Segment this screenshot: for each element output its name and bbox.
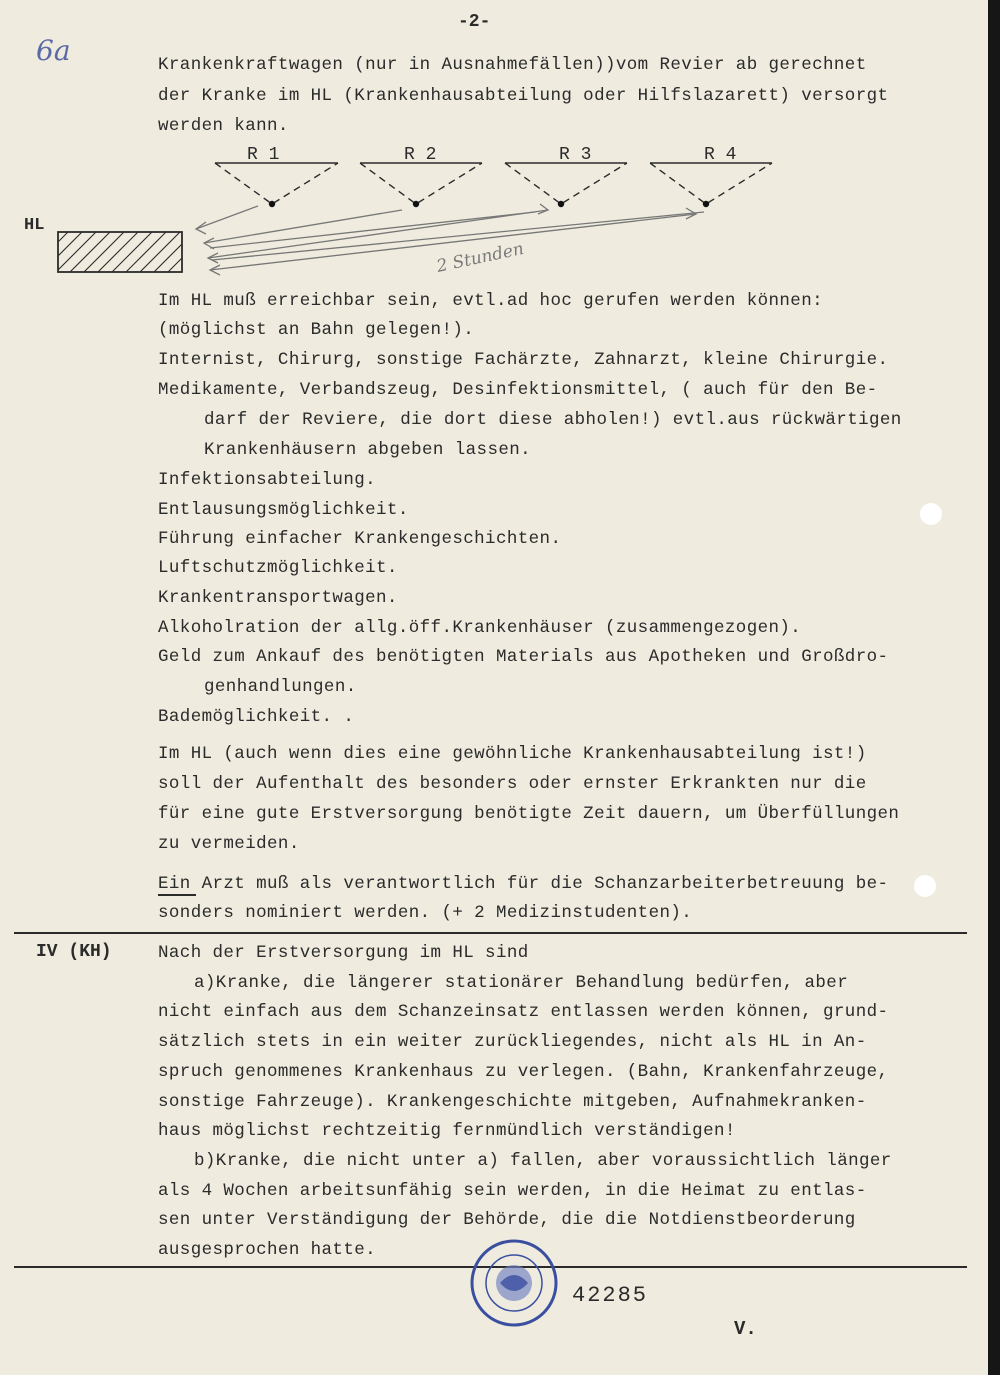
- body-line: Luftschutzmöglichkeit.: [158, 558, 398, 578]
- body-line: soll der Aufenthalt des besonders oder ernster Erkrankten nur die: [158, 774, 867, 794]
- body-line: Im HL muß erreichbar sein, evtl.ad hoc gerufen werden können:: [158, 291, 824, 311]
- body-line: Infektionsabteilung.: [158, 470, 377, 490]
- section-line: spruch genommenes Krankenhaus zu verlegen. (Bahn, Krankenfahrzeuge,: [158, 1062, 889, 1082]
- body-line: Krankenhäusern abgeben lassen.: [204, 440, 532, 460]
- section-line: ausgesprochen hatte.: [158, 1240, 377, 1260]
- underline-mark: [158, 894, 196, 896]
- body-line: Geld zum Ankauf des benötigten Materials aus Apotheken und Großdro-: [158, 647, 889, 667]
- page-number: -2-: [458, 12, 491, 32]
- revier-label: R 1: [247, 145, 280, 165]
- body-line: sonders nominiert werden. (+ 2 Medizinstudenten).: [158, 903, 693, 923]
- revier-diagram: [0, 0, 1000, 290]
- body-line: (möglichst an Bahn gelegen!).: [158, 320, 475, 340]
- body-line: Im HL (auch wenn dies eine gewöhnliche Krankenhausabteilung ist!): [158, 744, 867, 764]
- body-line: für eine gute Erstversorgung benötigte Zeit dauern, um Überfüllungen: [158, 804, 900, 824]
- body-line: zu vermeiden.: [158, 834, 300, 854]
- revier-label: R 4: [704, 145, 737, 165]
- pencil-note: 2 Stunden: [434, 238, 526, 277]
- section-label: IV (KH): [36, 942, 112, 962]
- section-line: nicht einfach aus dem Schanzeinsatz entlassen werden können, grund-: [158, 1002, 889, 1022]
- revier-label: R 2: [404, 145, 437, 165]
- body-line: Krankenkraftwagen (nur in Ausnahmefällen))vom Revier ab gerechnet: [158, 55, 867, 75]
- body-line: genhandlungen.: [204, 677, 357, 697]
- section-line: sen unter Verständigung der Behörde, die die Notdienstbeorderung: [158, 1210, 856, 1230]
- section-rule: [14, 932, 967, 934]
- footer-mark: V.: [734, 1318, 757, 1340]
- hl-label: HL: [24, 216, 45, 235]
- body-line: darf der Reviere, die dort diese abholen!) evtl.aus rückwärtigen: [204, 410, 902, 430]
- body-line: werden kann.: [158, 116, 289, 136]
- body-line: Entlausungsmöglichkeit.: [158, 500, 409, 520]
- section-line: b)Kranke, die nicht unter a) fallen, aber voraussichtlich länger: [194, 1151, 892, 1171]
- handwritten-note: 6a: [36, 34, 71, 67]
- body-line: Internist, Chirurg, sonstige Fachärzte, Zahnarzt, kleine Chirurgie.: [158, 350, 889, 370]
- body-line: Bademöglichkeit. .: [158, 707, 355, 727]
- section-line: sonstige Fahrzeuge). Krankengeschichte mitgeben, Aufnahmekranken-: [158, 1092, 867, 1112]
- stamp-number: 42285: [572, 1283, 649, 1308]
- revier-label: R 3: [559, 145, 592, 165]
- body-line: der Kranke im HL (Krankenhausabteilung oder Hilfslazarett) versorgt: [158, 86, 889, 106]
- page-edge: [988, 0, 1000, 1375]
- punch-hole: [920, 503, 942, 525]
- section-line: sätzlich stets in ein weiter zurückliegendes, nicht als HL in An-: [158, 1032, 867, 1052]
- section-line: Nach der Erstversorgung im HL sind: [158, 943, 529, 963]
- section-line: als 4 Wochen arbeitsunfähig sein werden, in die Heimat zu entlas-: [158, 1181, 867, 1201]
- section-line: haus möglichst rechtzeitig fernmündlich verständigen!: [158, 1121, 736, 1141]
- body-line: Medikamente, Verbandszeug, Desinfektionsmittel, ( auch für den Be-: [158, 380, 878, 400]
- section-rule: [14, 1266, 967, 1268]
- body-line: Krankentransportwagen.: [158, 588, 398, 608]
- section-line: a)Kranke, die längerer stationärer Behandlung bedürfen, aber: [194, 973, 849, 993]
- body-line: Ein Arzt muß als verantwortlich für die Schanzarbeiterbetreuung be-: [158, 874, 889, 894]
- punch-hole: [914, 875, 936, 897]
- body-line: Alkoholration der allg.öff.Krankenhäuser (zusammengezogen).: [158, 618, 802, 638]
- body-line: Führung einfacher Krankengeschichten.: [158, 529, 562, 549]
